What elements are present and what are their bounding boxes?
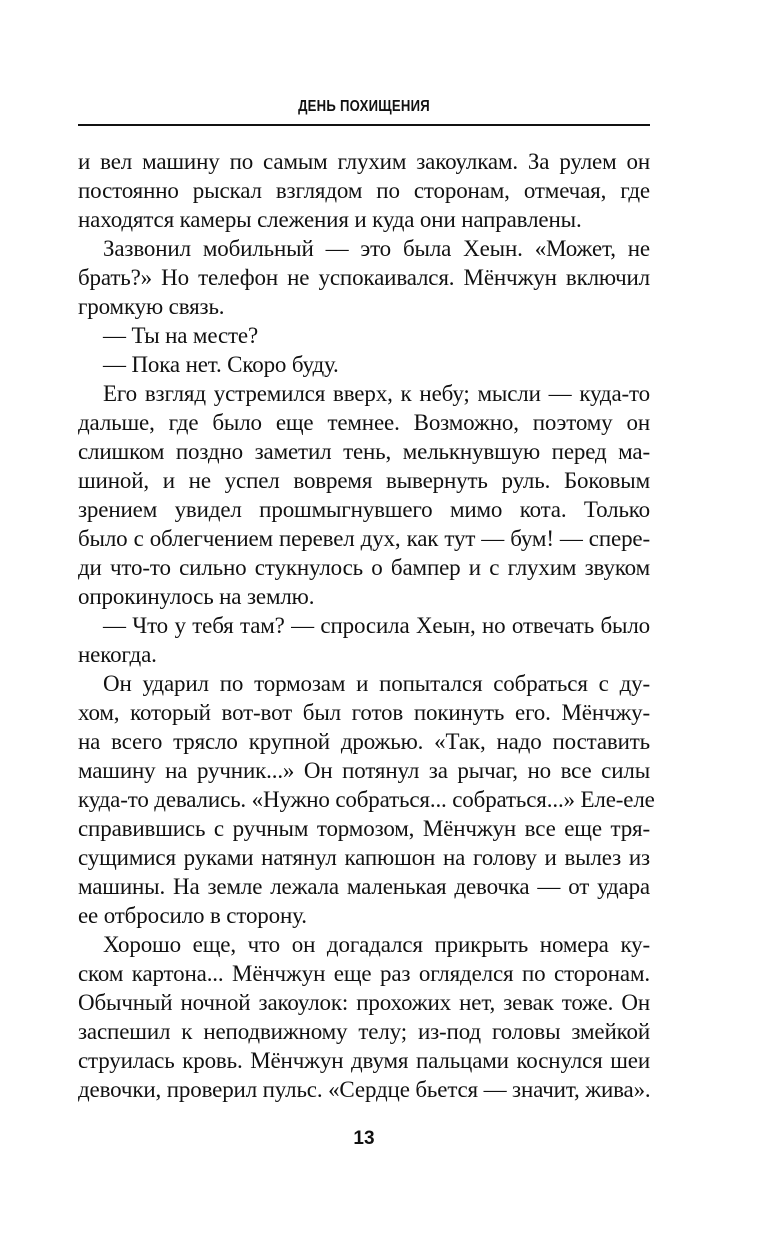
text-line: девочки, проверил пульс. «Сердце бьется — значит, жива». (78, 1077, 651, 1102)
text-line: шиной, и не успел вовремя вывернуть руль. Боковым (78, 468, 650, 493)
text-line: струилась кровь. Мёнчжун двумя пальцами коснулся шеи (78, 1048, 650, 1073)
text-line: ди что-то сильно стукнулось о бампер и с глухим звуком (78, 555, 650, 580)
text-line: куда-то девались. «Нужно собраться... собраться...» Еле-еле (78, 787, 655, 812)
running-head: ДЕНЬ ПОХИЩЕНИЯ (298, 98, 430, 115)
text-line: ском картона... Мёнчжун еще раз огляделся по сторонам. (78, 961, 650, 986)
text-line: дальше, где было еще темнее. Возможно, поэтому он (78, 410, 650, 435)
text-line: постоянно рыскал взглядом по сторонам, отмечая, где (78, 178, 650, 203)
text-line: машину на ручник...» Он потянул за рычаг, но все силы (78, 758, 650, 783)
text-line: на всего трясло крупной дрожью. «Так, надо поставить (78, 729, 650, 754)
text-line: опрокинулось на землю. (78, 584, 315, 609)
text-line: Его взгляд устремился вверх, к небу; мысли — куда-то (103, 381, 650, 406)
text-line: — Пока нет. Скоро буду. (103, 352, 339, 377)
text-line: сущимися руками натянул капюшон на голову и вылез из (78, 845, 650, 870)
text-line: — Что у тебя там? — спросила Хеын, но отвечать было (103, 613, 650, 638)
text-line: Зазвонил мобильный — это была Хеын. «Может, не (103, 236, 650, 261)
text-line: Он ударил по тормозам и попытался собраться с ду- (103, 671, 650, 696)
header-rule (78, 124, 650, 126)
text-line: было с облегчением перевел дух, как тут — бум! — спере- (78, 526, 650, 551)
text-line: Хорошо еще, что он догадался прикрыть номера ку- (103, 932, 650, 957)
body-text (78, 147, 655, 1104)
text-line: и вел машину по самым глухим закоулкам. За рулем он (78, 149, 650, 174)
text-line: некогда. (78, 642, 157, 667)
text-line: брать?» Но телефон не успокаивался. Мёнчжун включил (78, 265, 650, 290)
text-line: ее отбросило в сторону. (78, 903, 307, 928)
text-line: машины. На земле лежала маленькая девочка — от удара (78, 874, 650, 899)
text-line: находятся камеры слежения и куда они направлены. (78, 207, 582, 232)
text-line: справившись с ручным тормозом, Мёнчжун все еще тря- (78, 816, 650, 841)
text-line: заспешил к неподвижному телу; из-под головы змейкой (78, 1019, 650, 1044)
text-line: слишком поздно заметил тень, мелькнувшую перед ма- (78, 439, 650, 464)
page-number: 13 (353, 1128, 375, 1149)
text-line: зрением увидел прошмыгнувшего мимо кота. Только (78, 497, 650, 522)
text-line: — Ты на месте? (103, 323, 259, 348)
text-line: громкую связь. (78, 294, 225, 319)
text-line: хом, который вот-вот был готов покинуть его. Мёнчжу- (78, 700, 650, 725)
text-line: Обычный ночной закоулок: прохожих нет, зевак тоже. Он (78, 990, 650, 1015)
